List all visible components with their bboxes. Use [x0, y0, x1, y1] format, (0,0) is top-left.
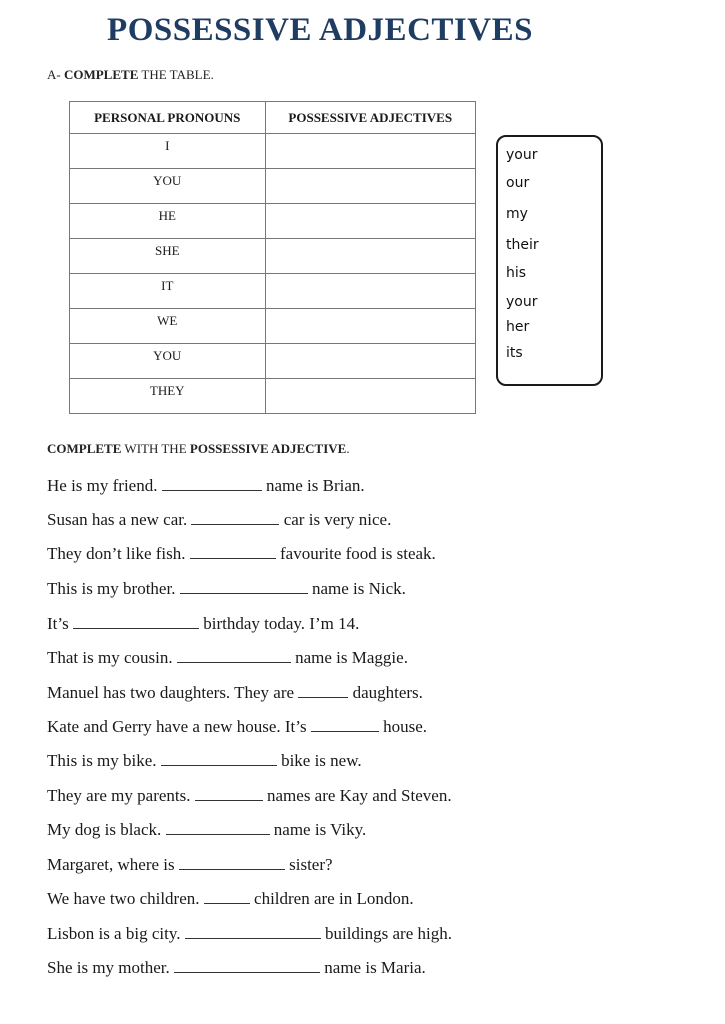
sentence-before: We have two children. — [47, 889, 204, 908]
table-row — [70, 134, 476, 169]
header-possessive-adjectives: POSSESSIVE ADJECTIVES — [265, 102, 476, 134]
sentence — [47, 820, 366, 840]
sentence — [47, 889, 414, 909]
section-b-instruction — [47, 441, 350, 457]
section-b-mid: WITH THE — [124, 441, 187, 456]
sentence-after: name is Maria. — [320, 958, 426, 977]
answer-cell[interactable] — [265, 204, 476, 239]
sentence-before: Margaret, where is — [47, 855, 179, 874]
answer-blank[interactable] — [180, 579, 308, 594]
section-a-instruction — [47, 67, 214, 83]
sentence-before: This is my bike. — [47, 751, 161, 770]
answer-cell[interactable] — [265, 239, 476, 274]
answer-blank[interactable] — [185, 924, 321, 939]
answer-blank[interactable] — [162, 476, 262, 491]
pronoun-cell: IT — [70, 274, 266, 309]
sentence-after: favourite food is steak. — [275, 544, 436, 563]
sentence-after: sister? — [284, 855, 333, 874]
answer-blank[interactable] — [161, 751, 277, 766]
section-b-bold2: POSSESSIVE ADJECTIVE — [189, 441, 347, 456]
sentence-before: Manuel has two daughters. They are — [47, 683, 299, 702]
sentence — [47, 786, 452, 806]
page-title: POSSESSIVE ADJECTIVES — [107, 12, 533, 48]
sentence-after: name is Maggie. — [290, 648, 408, 667]
sentence-after: name is Nick. — [307, 579, 406, 598]
sentence-before: They don’t like fish. — [47, 544, 190, 563]
sentence-after: house. — [378, 717, 428, 736]
section-a-prefix: A- — [47, 67, 61, 82]
table-row — [70, 274, 476, 309]
word-bank-item: its — [506, 345, 523, 361]
word-bank-item: his — [506, 265, 527, 281]
answer-blank[interactable] — [298, 683, 348, 698]
sentence-before: They are my parents. — [47, 786, 195, 805]
section-a-rest: THE TABLE. — [141, 67, 214, 82]
sentence — [47, 683, 423, 703]
header-personal-pronouns: PERSONAL PRONOUNS — [70, 102, 266, 134]
sentence — [47, 855, 333, 875]
answer-blank[interactable] — [174, 958, 320, 973]
sentence-before: Susan has a new car. — [47, 510, 192, 529]
word-bank-item: my — [506, 206, 528, 222]
sentence-before: He is my friend. — [47, 476, 162, 495]
table-row — [70, 204, 476, 239]
word-bank-item: her — [506, 319, 530, 335]
sentence-before: That is my cousin. — [47, 648, 177, 667]
sentence — [47, 614, 359, 634]
sentence — [47, 751, 362, 771]
answer-blank[interactable] — [166, 820, 270, 835]
answer-cell[interactable] — [265, 169, 476, 204]
sentence-after: children are in London. — [249, 889, 414, 908]
answer-blank[interactable] — [179, 855, 285, 870]
sentence-before: It’s — [47, 614, 73, 633]
sentence — [47, 924, 452, 944]
table-row — [70, 169, 476, 204]
answer-blank[interactable] — [73, 614, 199, 629]
word-bank-item: our — [506, 175, 530, 191]
pronoun-cell: YOU — [70, 169, 266, 204]
word-bank-box — [496, 135, 603, 386]
table-row — [70, 344, 476, 379]
answer-cell[interactable] — [265, 134, 476, 169]
sentence-before: Lisbon is a big city. — [47, 924, 185, 943]
pronoun-cell: THEY — [70, 379, 266, 414]
sentence-before: Kate and Gerry have a new house. It’s — [47, 717, 311, 736]
sentence-after: name is Brian. — [261, 476, 365, 495]
sentence-after: birthday today. I’m 14. — [198, 614, 360, 633]
answer-cell[interactable] — [265, 309, 476, 344]
sentence — [47, 958, 426, 978]
answer-cell[interactable] — [265, 274, 476, 309]
sentence-after: names are Kay and Steven. — [262, 786, 452, 805]
sentence-after: bike is new. — [276, 751, 362, 770]
sentence — [47, 717, 427, 737]
pronoun-cell: YOU — [70, 344, 266, 379]
sentence — [47, 579, 406, 599]
pronoun-table — [69, 101, 476, 414]
sentence — [47, 648, 408, 668]
table-row — [70, 239, 476, 274]
pronoun-cell: HE — [70, 204, 266, 239]
answer-cell[interactable] — [265, 344, 476, 379]
sentence-after: name is Viky. — [269, 820, 367, 839]
answer-cell[interactable] — [265, 379, 476, 414]
sentence-before: My dog is black. — [47, 820, 166, 839]
word-bank-item: your — [506, 294, 538, 310]
table-row — [70, 379, 476, 414]
section-b-end: . — [346, 441, 350, 456]
answer-blank[interactable] — [191, 510, 279, 525]
pronoun-cell: I — [70, 134, 266, 169]
answer-blank[interactable] — [190, 544, 276, 559]
sentence — [47, 476, 365, 496]
sentence — [47, 510, 391, 530]
pronoun-cell: WE — [70, 309, 266, 344]
sentence-after: daughters. — [348, 683, 423, 702]
section-a-bold: COMPLETE — [63, 67, 139, 82]
word-bank-item: your — [506, 147, 538, 163]
answer-blank[interactable] — [204, 889, 250, 904]
section-b-bold1: COMPLETE — [47, 441, 122, 456]
sentence-before: This is my brother. — [47, 579, 180, 598]
word-bank-item: their — [506, 237, 539, 253]
table-row — [70, 309, 476, 344]
sentence-after: car is very nice. — [279, 510, 392, 529]
answer-blank[interactable] — [195, 786, 263, 801]
sentence-before: She is my mother. — [47, 958, 175, 977]
answer-blank[interactable] — [177, 648, 291, 663]
sentence — [47, 544, 436, 564]
pronoun-cell: SHE — [70, 239, 266, 274]
answer-blank[interactable] — [311, 717, 379, 732]
sentence-after: buildings are high. — [320, 924, 452, 943]
table-header-row — [70, 102, 476, 134]
